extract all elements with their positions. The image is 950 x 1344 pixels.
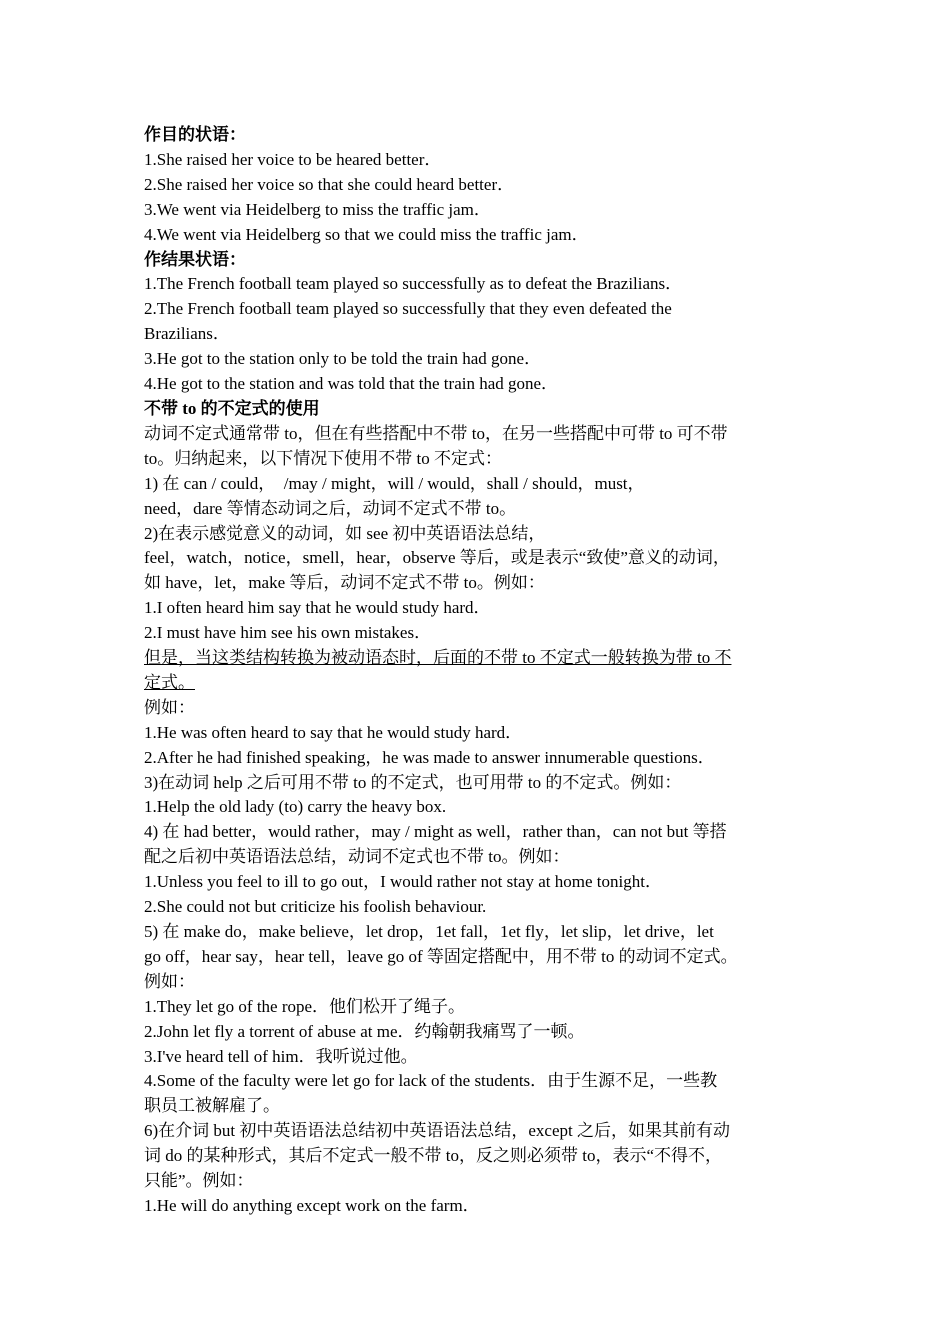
text-line: 1.Help the old lady (to) carry the heavy box.: [144, 797, 447, 817]
document-body: [144, 123, 824, 1219]
text-line: 4) 在 had better，would rather，may / might as well，rather than，can not but 等搭: [144, 822, 727, 842]
text-line: 4.We went via Heidelberg so that we could miss the traffic jam．: [144, 224, 589, 244]
text-line: 4.Some of the faculty were let go for lack of the students．由于生源不足，一些教: [144, 1071, 718, 1091]
text-line: 词 do 的某种形式，其后不定式一般不带 to，反之则必须带 to，表示“不得不，: [144, 1146, 722, 1166]
text-line: 1.They let go of the rope．他们松开了绳子。: [144, 996, 466, 1016]
text-line: 1) 在 can / could， /may / might，will / would，shall / should，must，: [144, 473, 645, 493]
text-line: 2.John let fly a torrent of abuse at me．约翰朝我痛骂了一顿。: [144, 1021, 585, 1041]
underlined-note: 但是，当这类结构转换为被动语态时，后面的不带 to 不定式一般转换为带 to 不: [144, 648, 732, 668]
text-line: 1.He will do anything except work on the farm．: [144, 1195, 480, 1215]
text-line: 1.The French football team played so successfully as to defeat the Brazilians．: [144, 274, 683, 294]
text-line: 2.She raised her voice so that she could heard better．: [144, 174, 515, 194]
text-line: 3.We went via Heidelberg to miss the traffic jam．: [144, 199, 491, 219]
text-line: 如 have，let，make 等后，动词不定式不带 to。例如：: [144, 573, 545, 593]
text-line: 职员工被解雇了。: [144, 1096, 280, 1116]
text-line: 3.He got to the station only to be told the train had gone．: [144, 349, 542, 369]
text-line: go off，hear say，hear tell，leave go of 等固定搭配中，用不带 to 的动词不定式。: [144, 946, 738, 966]
text-line: 2.The French football team played so successfully that they even defeated the: [144, 299, 672, 319]
text-line: 1.I often heard him say that he would study hard．: [144, 598, 491, 618]
text-line: 6)在介词 but 初中英语语法总结初中英语语法总结，except 之后，如果其前有动: [144, 1121, 730, 1141]
text-line: 1.Unless you feel to ill to go out，I would rather not stay at home tonight．: [144, 872, 662, 892]
text-line: 动词不定式通常带 to，但在有些搭配中不带 to，在另一些搭配中可带 to 可不带: [144, 423, 728, 443]
text-line: 3)在动词 help 之后可用不带 to 的不定式，也可用带 to 的不定式。例如：: [144, 772, 682, 792]
text-line: 4.He got to the station and was told that the train had gone．: [144, 374, 559, 394]
heading-bare-infinitive: 不带 to 的不定式的使用: [144, 398, 320, 418]
text-line: feel，watch，notice，smell，hear，observe 等后，或是表示“致使”意义的动词，: [144, 548, 730, 568]
text-line: 2)在表示感觉意义的动词，如 see 初中英语语法总结，: [144, 523, 546, 543]
text-line: 例如：: [144, 697, 195, 717]
text-line: 1.He was often heard to say that he would study hard．: [144, 722, 523, 742]
text-line: 2.She could not but criticize his foolish behaviour.: [144, 897, 487, 917]
text-line: 例如：: [144, 971, 195, 991]
text-line: 2.I must have him see his own mistakes．: [144, 623, 432, 643]
text-line: 只能”。例如：: [144, 1171, 254, 1191]
heading-purpose-adverbial: 作目的状语：: [144, 125, 246, 144]
text-line: 5) 在 make do，make believe，let drop，1et fall，1et fly，let slip，let drive，let: [144, 922, 714, 941]
text-line: Brazilians．: [144, 324, 230, 344]
text-line: need，dare 等情态动词之后，动词不定式不带 to。: [144, 498, 517, 518]
underlined-note: 定式。: [144, 672, 195, 692]
heading-result-adverbial: 作结果状语：: [144, 249, 246, 269]
text-line: 3.I've heard tell of him．我听说过他。: [144, 1046, 418, 1066]
text-line: 1.She raised her voice to be heared better．: [144, 149, 442, 169]
text-line: 配之后初中英语语法总结，动词不定式也不带 to。例如：: [144, 847, 570, 867]
text-line: 2.After he had finished speaking，he was made to answer innumerable questions．: [144, 747, 715, 767]
text-line: to。归纳起来，以下情况下使用不带 to 不定式：: [144, 448, 502, 468]
